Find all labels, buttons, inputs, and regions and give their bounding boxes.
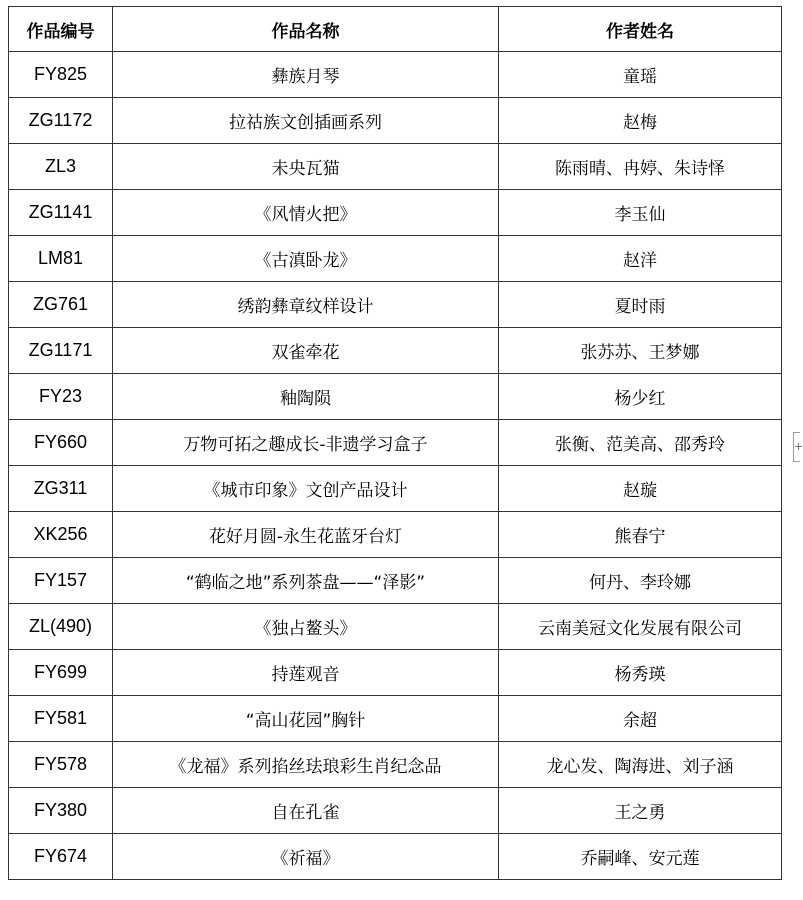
author-name-cell: 赵梅 [499,98,782,144]
table-row [9,52,782,98]
work-name-cell: 未央瓦猫 [113,144,499,190]
work-id-cell: LM81 [9,236,113,282]
work-name-cell: “高山花园”胸针 [113,696,499,742]
table-header-row [9,7,782,52]
table-row [9,834,782,880]
work-name-cell: 彝族月琴 [113,52,499,98]
author-name-cell: 陈雨晴、冉婷、朱诗怿 [499,144,782,190]
work-name-cell: 绣韵彝章纹样设计 [113,282,499,328]
author-name-cell: 余超 [499,696,782,742]
table-row [9,190,782,236]
work-id-cell: FY674 [9,834,113,880]
work-name-cell: 花好月圆-永生花蓝牙台灯 [113,512,499,558]
table-body [9,52,782,880]
header-author-name: 作者姓名 [499,7,782,52]
header-work-name: 作品名称 [113,7,499,52]
table-row [9,512,782,558]
author-name-cell: 龙心发、陶海进、刘子涵 [499,742,782,788]
work-id-cell: FY157 [9,558,113,604]
author-name-cell: 杨秀瑛 [499,650,782,696]
table-row [9,466,782,512]
works-table [8,6,782,880]
work-name-cell: 釉陶陨 [113,374,499,420]
work-id-cell: ZL3 [9,144,113,190]
work-name-cell: 自在孔雀 [113,788,499,834]
work-id-cell: ZG1171 [9,328,113,374]
author-name-cell: 赵璇 [499,466,782,512]
table-row [9,788,782,834]
work-id-cell: ZG1141 [9,190,113,236]
work-name-cell: 《祈福》 [113,834,499,880]
work-id-cell: ZG311 [9,466,113,512]
author-name-cell: 张苏苏、王梦娜 [499,328,782,374]
header-work-id: 作品编号 [9,7,113,52]
work-id-cell: ZG1172 [9,98,113,144]
work-name-cell: 《龙福》系列掐丝珐琅彩生肖纪念品 [113,742,499,788]
work-id-cell: FY581 [9,696,113,742]
table-row [9,282,782,328]
author-name-cell: 童瑶 [499,52,782,98]
author-name-cell: 李玉仙 [499,190,782,236]
table-row [9,604,782,650]
author-name-cell: 熊春宁 [499,512,782,558]
table-row [9,650,782,696]
work-name-cell: 《独占鳌头》 [113,604,499,650]
table-row [9,236,782,282]
expand-handle-icon[interactable]: + [793,432,800,462]
table-row [9,696,782,742]
work-name-cell: “鹤临之地”系列茶盘——“泽影” [113,558,499,604]
work-name-cell: 拉祜族文创插画系列 [113,98,499,144]
author-name-cell: 张衡、范美高、邵秀玲 [499,420,782,466]
work-name-cell: 《古滇卧龙》 [113,236,499,282]
table-row [9,374,782,420]
work-id-cell: ZL(490) [9,604,113,650]
work-id-cell: ZG761 [9,282,113,328]
work-name-cell: 《风情火把》 [113,190,499,236]
work-id-cell: FY23 [9,374,113,420]
work-name-cell: 《城市印象》文创产品设计 [113,466,499,512]
table-row [9,558,782,604]
author-name-cell: 王之勇 [499,788,782,834]
work-id-cell: FY825 [9,52,113,98]
author-name-cell: 云南美冠文化发展有限公司 [499,604,782,650]
table-row [9,328,782,374]
author-name-cell: 夏时雨 [499,282,782,328]
author-name-cell: 杨少红 [499,374,782,420]
author-name-cell: 何丹、李玲娜 [499,558,782,604]
work-id-cell: FY380 [9,788,113,834]
work-name-cell: 双雀牵花 [113,328,499,374]
author-name-cell: 乔嗣峰、安元莲 [499,834,782,880]
work-id-cell: XK256 [9,512,113,558]
work-name-cell: 持莲观音 [113,650,499,696]
table-row [9,144,782,190]
table-row [9,98,782,144]
author-name-cell: 赵洋 [499,236,782,282]
work-id-cell: FY699 [9,650,113,696]
table-row [9,742,782,788]
work-id-cell: FY660 [9,420,113,466]
table-row [9,420,782,466]
work-name-cell: 万物可拓之趣成长-非遗学习盒子 [113,420,499,466]
work-id-cell: FY578 [9,742,113,788]
